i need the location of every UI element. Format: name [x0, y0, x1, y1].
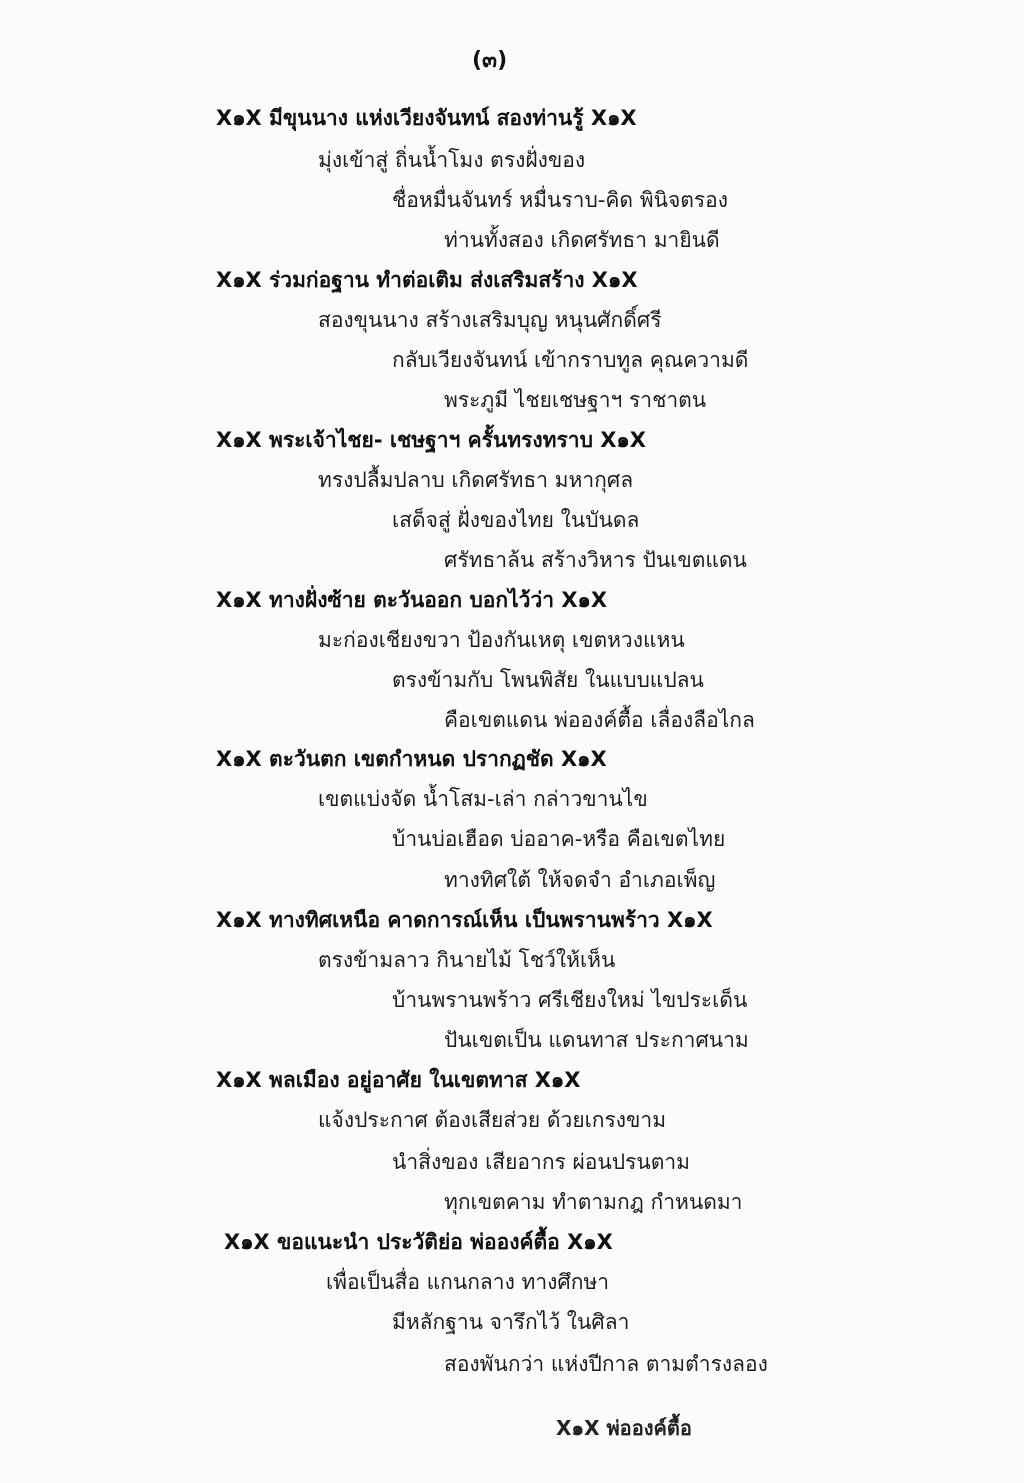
- verse-line: แจ้งประกาศ ต้องเสียส่วย ด้วยเกรงขาม: [318, 1108, 667, 1132]
- stanza-head: X๑X ตะวันตก เขตกำหนด ปรากฏชัด X๑X: [216, 747, 607, 771]
- verse-line: ตรงข้ามลาว กินายไม้ โชว์ให้เห็น: [318, 948, 616, 972]
- verse-line: บ้านพรานพร้าว ศรีเชียงใหม่ ไขประเด็น: [392, 988, 748, 1012]
- stanza-head: X๑X ร่วมก่อฐาน ทำต่อเติม ส่งเสริมสร้าง X๑X: [216, 268, 638, 292]
- verse-line: เขตแบ่งจัด น้ำโสม-เล่า กล่าวขานไข: [318, 787, 648, 811]
- verse-line: บ้านบ่อเฮือด บ่ออาค-หรือ คือเขตไทย: [392, 827, 726, 851]
- stanza-head: X๑X พระเจ้าไชย- เชษฐาฯ ครั้นทรงทราบ X๑X: [216, 428, 646, 452]
- stanza-head: X๑X ขอแนะนำ ประวัติย่อ พ่อองค์ตื้อ X๑X: [224, 1230, 613, 1254]
- verse-line: คือเขตแดน พ่อองค์ตื้อ เลื่องลือไกล: [444, 708, 755, 732]
- verse-line: มะก่องเชียงขวา ป้องกันเหตุ เขตหวงแหน: [318, 628, 685, 652]
- verse-line: ท่านทั้งสอง เกิดศรัทธา มายินดี: [444, 228, 720, 252]
- author-signature: X๑X พ่อองค์ตื้อ: [556, 1416, 692, 1440]
- verse-line: กลับเวียงจันทน์ เข้ากราบทูล คุณความดี: [392, 348, 749, 372]
- verse-line: ปันเขตเป็น แดนทาส ประกาศนาม: [444, 1028, 749, 1052]
- verse-line: พระภูมี ไชยเชษฐาฯ ราชาตน: [444, 388, 707, 412]
- verse-line: ชื่อหมื่นจันทร์ หมื่นราบ-คิด พินิจตรอง: [392, 188, 729, 212]
- stanza-head: X๑X มีขุนนาง แห่งเวียงจันทน์ สองท่านรู้ X๑X: [216, 106, 637, 130]
- stanza-head: X๑X พลเมือง อยู่อาศัย ในเขตทาส X๑X: [216, 1068, 581, 1092]
- verse-line: เสด็จสู่ ฝั่งของไทย ในบันดล: [392, 508, 640, 532]
- stanza-head: X๑X ทางฝั่งซ้าย ตะวันออก บอกไว้ว่า X๑X: [216, 588, 608, 612]
- verse-line: นำสิ่งของ เสียอากร ผ่อนปรนตาม: [392, 1150, 690, 1174]
- verse-line: ทรงปลื้มปลาบ เกิดศรัทธา มหากุศล: [318, 468, 634, 492]
- verse-line: ศรัทธาล้น สร้างวิหาร ปันเขตแดน: [444, 548, 747, 572]
- verse-line: เพื่อเป็นสื่อ แกนกลาง ทางศึกษา: [326, 1270, 610, 1294]
- verse-line: สองขุนนาง สร้างเสริมบุญ หนุนศักดิ์ศรี: [318, 308, 662, 332]
- verse-line: สองพันกว่า แห่งปีกาล ตามตำรงลอง: [444, 1352, 768, 1376]
- page-number: (๓): [472, 48, 508, 73]
- verse-line: มีหลักฐาน จารึกไว้ ในศิลา: [392, 1310, 630, 1334]
- verse-line: ทุกเขตคาม ทำตามกฎ กำหนดมา: [444, 1190, 743, 1214]
- verse-line: ตรงข้ามกับ โพนพิสัย ในแบบแปลน: [392, 668, 704, 692]
- verse-line: มุ่งเข้าสู่ ถิ่นน้ำโมง ตรงฝั่งของ: [318, 148, 586, 172]
- stanza-head: X๑X ทางทิศเหนือ คาดการณ์เห็น เป็นพรานพร้าว X๑X: [216, 908, 713, 932]
- verse-line: ทางทิศใต้ ให้จดจำ อำเภอเพ็ญ: [444, 868, 716, 892]
